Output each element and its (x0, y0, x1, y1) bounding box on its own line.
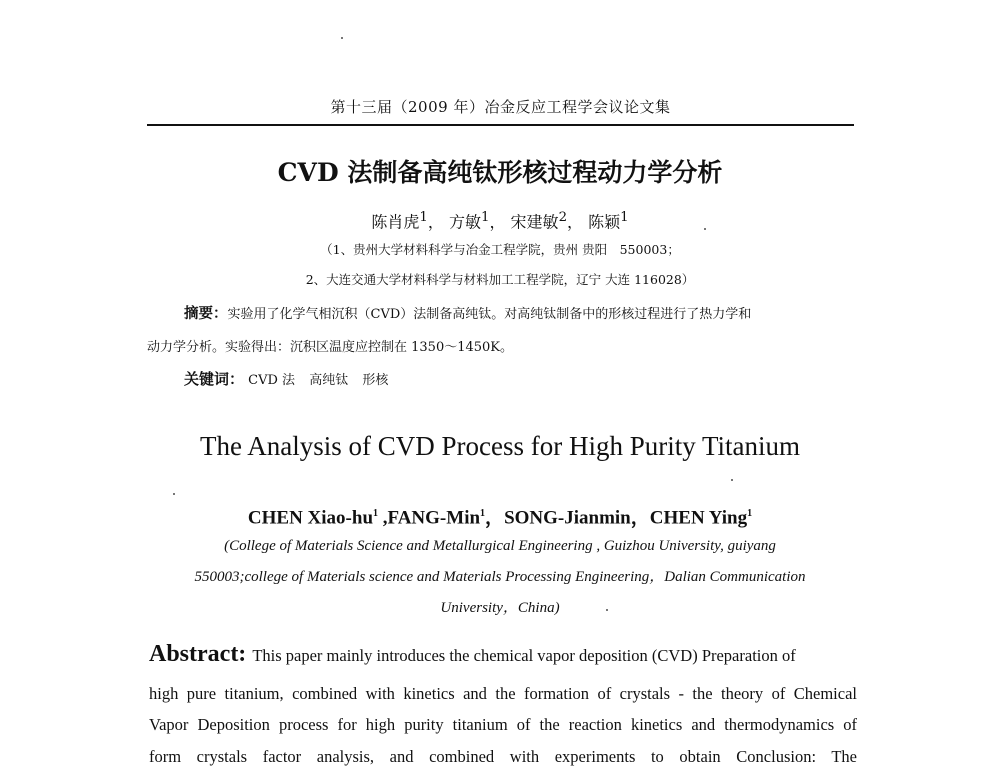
header-rule (147, 124, 854, 126)
en-author-sep: ， (630, 507, 650, 529)
english-abstract-line-2: high pure titanium, combined with kinetics and the formation of crystals - the theory of Chemical (149, 684, 857, 703)
running-head-text: 第十三届（2009 年）冶金反应工程学会议论文集 (330, 98, 671, 116)
en-author-name: FANG-Min (387, 507, 481, 529)
chinese-abstract-label: 摘要： (184, 305, 228, 322)
cn-author-sup: 2 (558, 210, 568, 225)
english-authors (0, 500, 1000, 532)
en-author-sep: , (378, 507, 388, 529)
cn-author-name: 陈肖虎 (371, 212, 420, 232)
english-abstract-line-4: form crystals factor analysis, and combined with experiments to obtain Conclusion: The (149, 747, 857, 766)
english-abstract-label: Abstract: (149, 641, 247, 667)
scan-speck (341, 37, 343, 39)
english-abstract-line-1 (149, 642, 857, 668)
cn-author-sup: 1 (419, 210, 428, 225)
en-author-sep: ， (485, 507, 505, 529)
running-header (147, 95, 854, 119)
cn-author-sup: 1 (480, 210, 490, 225)
scan-speck (731, 479, 733, 481)
cn-author-sup: 1 (620, 210, 629, 225)
english-abstract-line-3: Vapor Deposition process for high purity titanium of the reaction kinetics and thermodynamics of (149, 715, 857, 734)
chinese-affiliation-1: （1、贵州大学材料科学与冶金工程学院，贵州 贵阳 550003； (320, 242, 680, 257)
en-author-name: CHEN Ying (649, 507, 748, 529)
english-title: The Analysis of CVD Process for High Purity Titanium (199, 431, 800, 461)
keyword: 高纯钛 (309, 373, 349, 388)
en-author-name: SONG-Jianmin (504, 507, 631, 529)
chinese-keywords (184, 367, 398, 393)
keyword: CVD 法 (248, 373, 296, 388)
en-author-sup: 1 (373, 508, 379, 519)
en-author-sup: 1 (747, 508, 753, 519)
chinese-abstract-line-2: 动力学分析。实验得出：沉积区温度应控制在 1350～1450K。 (147, 340, 514, 355)
en-author-sup: 1 (480, 508, 486, 519)
english-affiliation-3: University，China) (440, 600, 560, 616)
english-affiliation-1: (College of Materials Science and Metallurgical Engineering , Guizhou University, guiyang (224, 538, 776, 554)
chinese-authors: 陈肖虎$^1$， 方敏$^1$， 宋建敏$^2$， 陈颖$^1$ (371, 210, 629, 232)
chinese-abstract-line-1 (147, 303, 857, 326)
chinese-title: CVD 法制备高纯钛形核过程动力学分析 (277, 158, 723, 187)
english-abstract-text: This paper mainly introduces the chemical vapor deposition (CVD) Preparation of (252, 646, 796, 665)
chinese-affiliation-2: 2、大连交通大学材料科学与材料加工工程学院，辽宁 大连 116028） (305, 272, 695, 287)
cn-author-name: 陈颖 (588, 212, 621, 232)
scan-speck (173, 493, 175, 495)
chinese-abstract-text: 实验用了化学气相沉积（CVD）法制备高纯钛。对高纯钛制备中的形核过程进行了热力学和 (227, 307, 752, 322)
cn-author-name: 方敏 (448, 212, 481, 232)
chinese-keywords-label: 关键词： (184, 370, 245, 388)
scan-speck (606, 609, 608, 611)
scan-speck (704, 228, 706, 230)
keyword: 形核 (362, 373, 389, 388)
en-author-name: CHEN Xiao-hu (247, 507, 374, 529)
english-affiliation-2: 550003;college of Materials science and Materials Processing Engineering，Dalian Communication (194, 569, 806, 585)
cn-author-name: 宋建敏 (510, 212, 559, 232)
